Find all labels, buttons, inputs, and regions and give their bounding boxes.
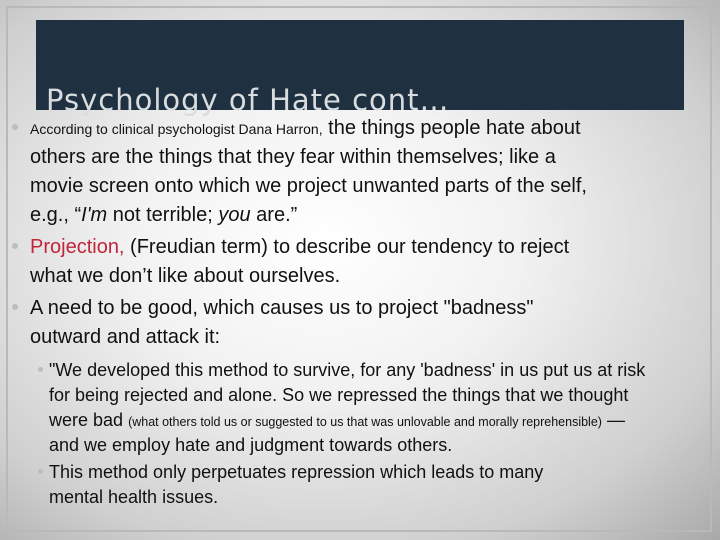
sub-bullet-2-line-2: mental health issues. (49, 487, 219, 507)
text-segment: not terrible; (107, 204, 219, 226)
sub-bullet-1-line-1: "We developed this method to survive, for any 'badness' in us put us at risk (49, 360, 646, 380)
bullet-1-line-4 (30, 205, 297, 225)
sub-bullet-1-line-3 (49, 411, 625, 429)
text-segment: are.” (250, 204, 298, 226)
slide-title: Psychology of Hate cont… (46, 83, 450, 117)
bullet-1-line-3: movie screen onto which we project unwanted parts of the self, (30, 175, 587, 197)
emphasis-i-am: I'm (81, 204, 108, 226)
sub-bullet-2-line-1: This method only perpetuates repression which leads to many (49, 462, 544, 482)
bullet-1-line-1-rest: the things people hate about (322, 117, 581, 139)
text-segment: e.g., “ (30, 204, 82, 226)
bullet-dot (12, 304, 18, 310)
bullet-3-line-2: outward and attack it: (30, 326, 221, 348)
bullet-3-line-1: A need to be good, which causes us to project "badness" (30, 297, 534, 319)
parenthetical-note: (what others told us or suggested to us that was unlovable and morally reprehensible) (128, 415, 602, 429)
projection-term: Projection, (30, 236, 125, 258)
sub-bullet-1-line-4: and we employ hate and judgment towards others. (49, 435, 453, 455)
bullet-1-line-2: others are the things that they fear within themselves; like a (30, 146, 556, 168)
text-segment: were bad (49, 410, 129, 430)
sub-bullet-dot (38, 469, 43, 474)
bullet-1-line-1 (30, 118, 581, 138)
bullet-2-line-1 (30, 237, 569, 257)
sub-bullet-1-line-2: for being rejected and alone. So we repressed the things that we thought (49, 385, 629, 405)
bullet-2-line-2: what we don’t like about ourselves. (30, 265, 341, 287)
bullet-dot (12, 243, 18, 249)
bullet-1-lead: According to clinical psychologist Dana Harron, (30, 121, 323, 137)
emphasis-you: you (218, 204, 251, 226)
sub-bullet-dot (38, 367, 43, 372)
bullet-2-line-1-rest: (Freudian term) to describe our tendency to reject (124, 236, 570, 258)
bullet-dot (12, 124, 18, 130)
text-segment: — (601, 410, 625, 430)
